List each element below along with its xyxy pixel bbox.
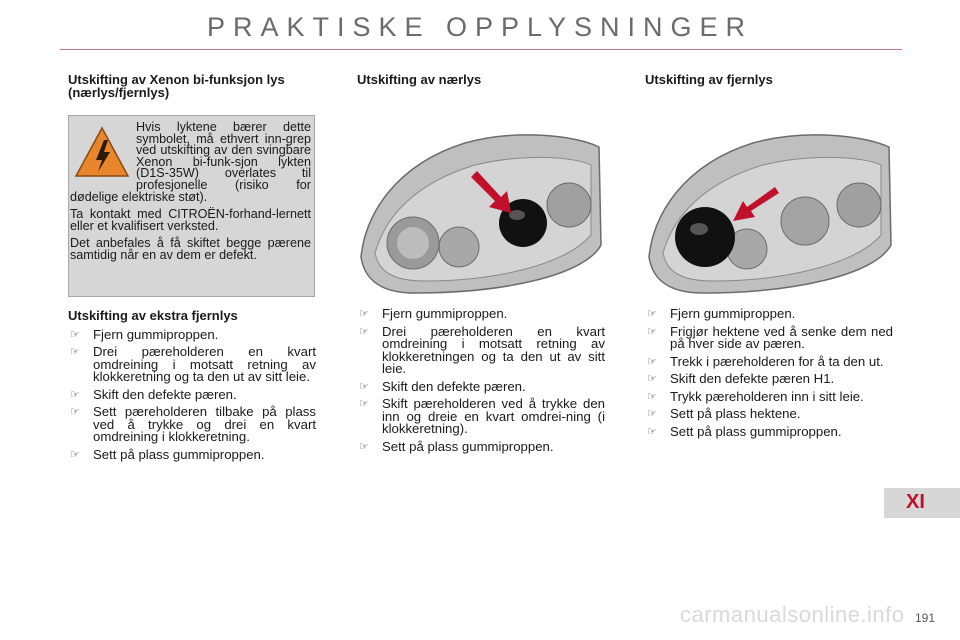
title-divider [60,49,902,50]
hand-pointer-icon: ☞ [70,448,80,461]
list-item: ☞ Frigjør hektene ved å senke dem ned på hver side av pæren. [647,323,893,351]
list-item: ☞ Fjern gummiproppen. [647,306,796,321]
highbeam-steps [645,308,893,438]
headlamp-lowbeam-image [355,125,605,297]
warning-p3: Det anbefales å få skiftet begge pærene samtidig når en av dem er defekt. [70,236,311,262]
hand-pointer-icon: ☞ [359,325,369,338]
headlamp-highbeam-image [643,125,895,297]
lowbeam-section [357,308,605,458]
list-item: ☞ Skift den defekte pæren. [359,378,526,394]
page-number: 191 [915,611,936,625]
extra-highbeam-heading: Utskifting av ekstra fjernlys [68,308,238,323]
list-item: ☞ Sett på plass gummiproppen. [647,423,842,439]
col2-header [357,74,605,87]
hand-pointer-icon: ☞ [70,328,80,341]
hand-pointer-icon: ☞ [647,390,657,403]
list-item: ☞ Trekk i pæreholderen for å ta den ut. [647,353,884,369]
list-item: ☞ Sett på plass hektene. [647,406,801,421]
warning-p2: Ta kontakt med CITROËN-forhand-lernett eller et kvalifisert verksted. [70,207,311,233]
hand-pointer-icon: ☞ [647,325,657,338]
chapter-tab[interactable] [884,488,960,518]
lowbeam-heading: Utskifting av nærlys [357,72,482,87]
hand-pointer-icon: ☞ [647,308,657,320]
extra-highbeam-section [68,310,316,466]
hand-pointer-icon: ☞ [70,346,80,358]
extra-highbeam-steps [68,326,316,462]
warning-text [70,122,311,268]
list-item: ☞ Trykk pæreholderen inn i sitt leie. [647,388,864,404]
hand-pointer-icon: ☞ [70,388,80,401]
lightning-warning-icon [70,122,134,182]
hand-pointer-icon: ☞ [647,408,657,420]
lowbeam-steps [357,308,605,453]
list-item: ☞ Fjern gummiproppen. [359,306,508,321]
list-item: ☞ Sett pæreholderen tilbake på plass ved å trykke og drei en kvart omdreining i klokkeretning. [70,404,316,444]
list-item: ☞ Drei pæreholderen en kvart omdreining i motsatt retning av klokkeretningen og ta den ut av sitt leie. [359,323,605,376]
hand-pointer-icon: ☞ [70,406,80,418]
col1-header [68,74,318,99]
list-item: ☞ Sett på plass gummiproppen. [359,438,554,454]
list-item: ☞ Skift pæreholderen ved å trykke den inn og dreie en kvart omdrei-ning (i klokkeretning). [359,396,605,436]
watermark: carmanualsonline.info [680,602,905,627]
highbeam-section [645,308,893,443]
hand-pointer-icon: ☞ [359,440,369,453]
hand-pointer-icon: ☞ [647,355,657,368]
hand-pointer-icon: ☞ [359,380,369,393]
list-item: ☞ Fjern gummiproppen. [70,326,219,342]
hand-pointer-icon: ☞ [359,398,369,410]
xenon-heading: Utskifting av Xenon bi-funksjon lys (nærlys/fjernlys) [68,72,285,100]
hand-pointer-icon: ☞ [359,308,369,320]
list-item: ☞ Sett på plass gummiproppen. [70,446,265,462]
chapter-tab-label: XI [906,491,925,513]
highbeam-heading: Utskifting av fjernlys [645,72,773,87]
warning-p1: Hvis lyktene bærer dette symbolet, må ethvert inn-grep ved utskifting av den svingbare Xenon bi-funk-sjon lykten (D1S-35W) overlates til profesjonelle (risiko for dødelige elektriske støt). [70,120,311,204]
hand-pointer-icon: ☞ [647,425,657,438]
list-item: ☞ Skift den defekte pæren. [70,386,237,402]
col3-header [645,74,893,87]
list-item: ☞ Skift den defekte pæren H1. [647,371,835,386]
hand-pointer-icon: ☞ [647,373,657,385]
page-title: PRAKTISKE OPPLYSNINGER [206,12,754,42]
list-item: ☞ Drei pæreholderen en kvart omdreining i motsatt retning av klokkeretning og ta den ut av sitt leie. [70,344,316,384]
